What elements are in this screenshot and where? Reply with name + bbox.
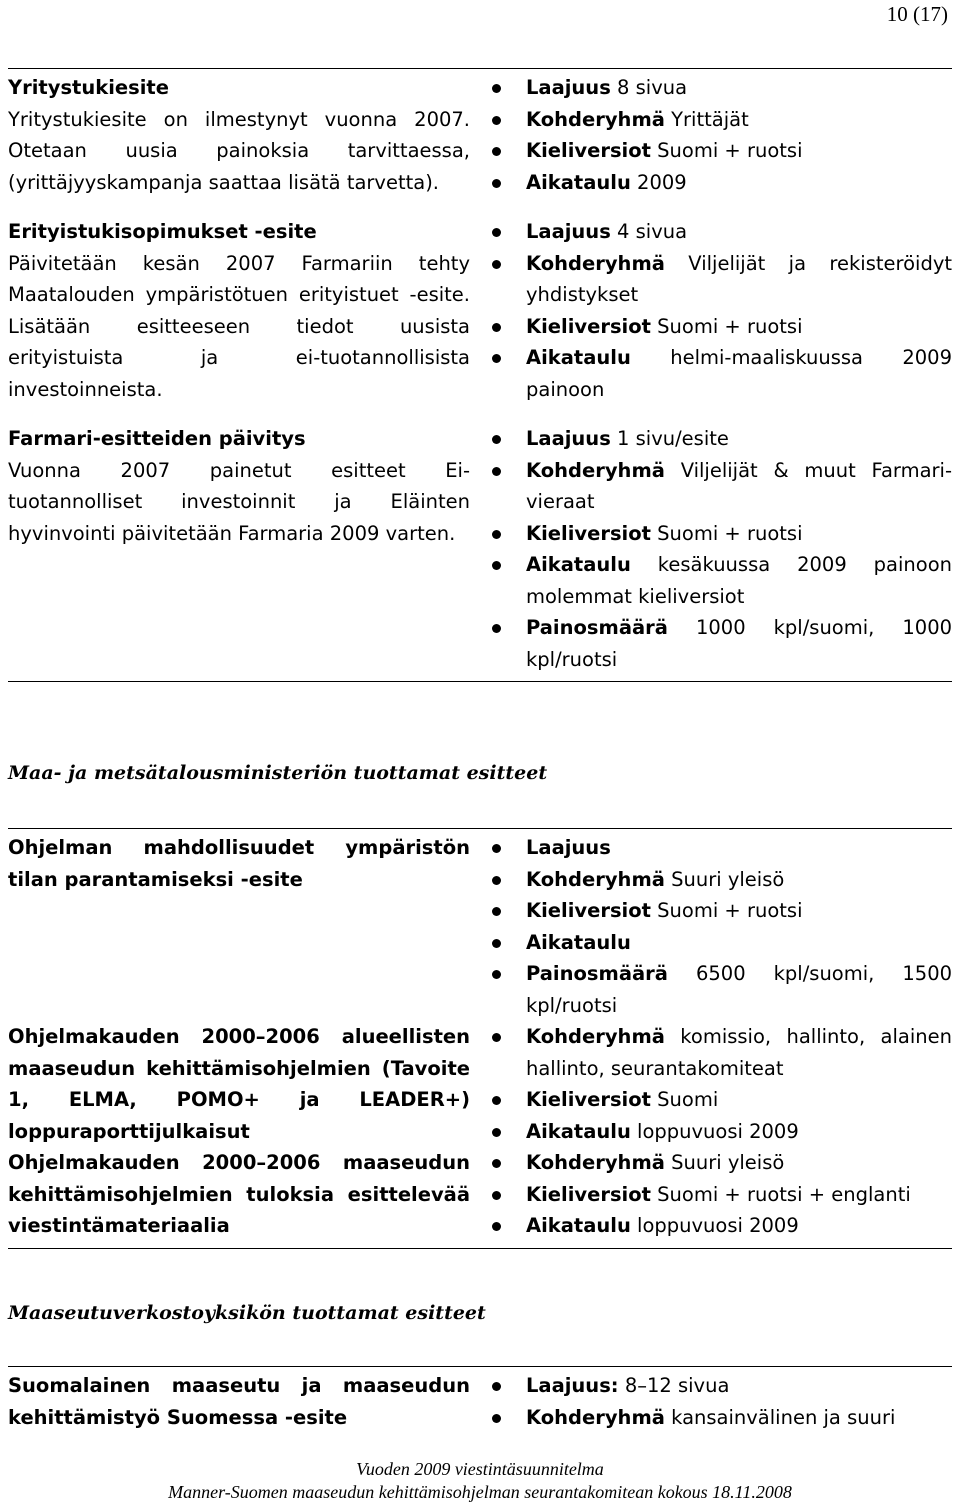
detail-item — [488, 104, 952, 136]
detail-value: Suomi + ruotsi — [657, 139, 803, 162]
detail-item — [488, 423, 952, 455]
detail-key: Kieliversiot — [526, 1182, 651, 1206]
detail-list — [488, 1370, 952, 1433]
row-description — [8, 69, 488, 199]
detail-key: Kohderyhmä — [526, 1025, 665, 1048]
section-heading: Maa- ja metsätalousministeriön tuottamat esitteet — [8, 762, 548, 784]
detail-value: Suuri yleisö — [671, 1151, 785, 1174]
row-description — [8, 1021, 488, 1147]
row-heading: Yritystukiesite — [8, 76, 169, 99]
detail-key: Kieliversiot — [526, 521, 651, 545]
detail-value: loppuvuosi 2009 — [637, 1214, 799, 1237]
detail-value: Suomi + ruotsi — [657, 314, 803, 338]
detail-list — [488, 423, 952, 675]
detail-value: 2009 — [637, 170, 687, 194]
detail-item — [488, 958, 952, 1021]
footer-meeting: Manner-Suomen maaseudun kehittämisohjelman seurantakomitean kokous 18.11.2008 — [168, 1482, 792, 1502]
detail-item — [488, 1179, 952, 1211]
row-heading: Ohjelmakauden 2000–2006 alueellisten maaseudun kehittämisohjelmien (Tavoite 1, ELMA, POMO+ ja LEADER+) loppuraporttijulkaisut — [8, 1025, 470, 1143]
detail-value: Yrittäjät — [671, 107, 749, 131]
detail-value: 8–12 sivua — [624, 1374, 730, 1397]
detail-key: Kohderyhmä — [526, 251, 665, 275]
detail-list — [488, 72, 952, 198]
detail-key: Laajuus — [526, 220, 611, 243]
row-details — [488, 198, 952, 405]
row-body: Yritystukiesite on ilmestynyt vuonna 2007. Otetaan uusia painoksia tarvittaessa, (yrittäjyyskampanja saattaa lisätä tarvetta). — [8, 107, 470, 194]
row-description — [8, 198, 488, 405]
detail-key: Aikataulu — [526, 170, 631, 194]
row-details — [488, 829, 952, 1022]
brochure-table-3 — [8, 1366, 952, 1433]
table-row — [8, 829, 952, 1022]
detail-item — [488, 248, 952, 311]
detail-value: Suomi — [657, 1088, 719, 1111]
detail-item — [488, 1402, 952, 1434]
detail-key: Aikataulu — [526, 346, 631, 369]
detail-key: Kieliversiot — [526, 1088, 651, 1111]
row-details — [488, 1021, 952, 1147]
row-body: Vuonna 2007 painetut esitteet Ei-tuotannolliset investoinnit ja Eläinten hyvinvointi päivitetään Farmaria 2009 varten. — [8, 458, 470, 545]
brochure-table-1 — [8, 68, 952, 682]
table-row — [8, 1367, 952, 1434]
row-description — [8, 1367, 488, 1434]
row-details — [488, 405, 952, 682]
detail-value: Suomi + ruotsi + englanti — [657, 1182, 911, 1206]
detail-key: Kohderyhmä — [526, 1405, 665, 1429]
table-row — [8, 69, 952, 199]
row-heading: Ohjelmakauden 2000–2006 maaseudun kehittämisohjelmien tuloksia esittelevää viestintämateriaalia — [8, 1151, 470, 1237]
detail-key: Kieliversiot — [526, 314, 651, 338]
row-heading: Suomalainen maaseutu ja maaseudun kehittämistyö Suomessa -esite — [8, 1374, 470, 1429]
detail-item — [488, 72, 952, 104]
row-heading: Farmari-esitteiden päivitys — [8, 427, 306, 450]
detail-item — [488, 1210, 952, 1242]
detail-item — [488, 167, 952, 199]
detail-key: Aikataulu — [526, 930, 631, 954]
detail-value: Suomi + ruotsi — [657, 899, 803, 922]
section-heading: Maaseutuverkostoyksikön tuottamat esitteet — [8, 1302, 486, 1324]
detail-key: Laajuus: — [526, 1374, 619, 1397]
table-row — [8, 405, 952, 682]
row-description — [8, 405, 488, 682]
detail-list — [488, 832, 952, 1021]
row-heading: Erityistukisopimukset -esite — [8, 220, 317, 243]
detail-item — [488, 216, 952, 248]
detail-item — [488, 864, 952, 896]
detail-item — [488, 311, 952, 343]
page-number: 10 (17) — [886, 2, 948, 26]
table-row — [8, 1147, 952, 1248]
detail-key: Kohderyhmä — [526, 107, 665, 131]
detail-item — [488, 1116, 952, 1148]
detail-item — [488, 1147, 952, 1179]
detail-item — [488, 549, 952, 612]
detail-item — [488, 1084, 952, 1116]
detail-value: kansainvälinen ja suuri — [671, 1405, 896, 1429]
row-details — [488, 1147, 952, 1248]
table-row — [8, 198, 952, 405]
detail-item — [488, 1021, 952, 1084]
detail-value: 1 sivu/esite — [617, 427, 729, 450]
detail-item — [488, 455, 952, 518]
detail-list — [488, 216, 952, 405]
detail-key: Painosmäärä — [526, 616, 668, 639]
detail-item — [488, 518, 952, 550]
detail-key: Aikataulu — [526, 1214, 631, 1237]
row-body: Päivitetään kesän 2007 Farmariin tehty Maatalouden ympäristötuen erityistuet -esite. Lisätään esitteeseen tiedot uusista erityistuista ja ei-tuotannollisista investoinneista. — [8, 251, 470, 401]
row-description — [8, 1147, 488, 1248]
detail-key: Aikataulu — [526, 1119, 631, 1143]
detail-key: Kieliversiot — [526, 899, 651, 922]
row-heading: Ohjelman mahdollisuudet ympäristön tilan parantamiseksi -esite — [8, 836, 470, 891]
detail-list — [488, 1147, 952, 1242]
detail-list — [488, 1021, 952, 1147]
detail-key: Kieliversiot — [526, 139, 651, 162]
detail-key: Kohderyhmä — [526, 1151, 665, 1174]
detail-item — [488, 832, 952, 864]
detail-item — [488, 612, 952, 675]
row-details — [488, 1367, 952, 1434]
detail-value: kesäkuussa 2009 painoon molemmat kieliversiot — [526, 553, 953, 608]
row-description — [8, 829, 488, 1022]
detail-key: Painosmäärä — [526, 962, 668, 985]
detail-item — [488, 1370, 952, 1402]
brochure-table-2 — [8, 828, 952, 1249]
table-row — [8, 1021, 952, 1147]
detail-item — [488, 342, 952, 405]
detail-key: Aikataulu — [526, 553, 631, 576]
detail-value: helmi-maaliskuussa 2009 painoon — [526, 346, 952, 401]
detail-value: loppuvuosi 2009 — [637, 1119, 799, 1143]
detail-value: Suuri yleisö — [671, 867, 785, 891]
detail-key: Kohderyhmä — [526, 458, 665, 482]
detail-key: Kohderyhmä — [526, 867, 665, 891]
detail-value: komissio, hallinto, alainen hallinto, seurantakomiteat — [526, 1025, 952, 1080]
detail-item — [488, 927, 952, 959]
detail-value: Viljelijät & muut Farmari-vieraat — [526, 458, 952, 513]
detail-key: Laajuus — [526, 836, 611, 859]
row-details — [488, 69, 952, 199]
detail-value: 1000 kpl/suomi, 1000 kpl/ruotsi — [526, 616, 953, 671]
detail-key: Laajuus — [526, 76, 611, 99]
detail-value: 4 sivua — [617, 220, 688, 243]
detail-value: Viljelijät ja rekisteröidyt yhdistykset — [526, 251, 953, 306]
detail-value: Suomi + ruotsi — [657, 521, 803, 545]
detail-value: 6500 kpl/suomi, 1500 kpl/ruotsi — [526, 962, 953, 1017]
detail-item — [488, 895, 952, 927]
detail-key: Laajuus — [526, 427, 611, 450]
detail-item — [488, 135, 952, 167]
footer-title: Vuoden 2009 viestintäsuunnitelma — [356, 1459, 604, 1479]
detail-value: 8 sivua — [617, 76, 688, 99]
